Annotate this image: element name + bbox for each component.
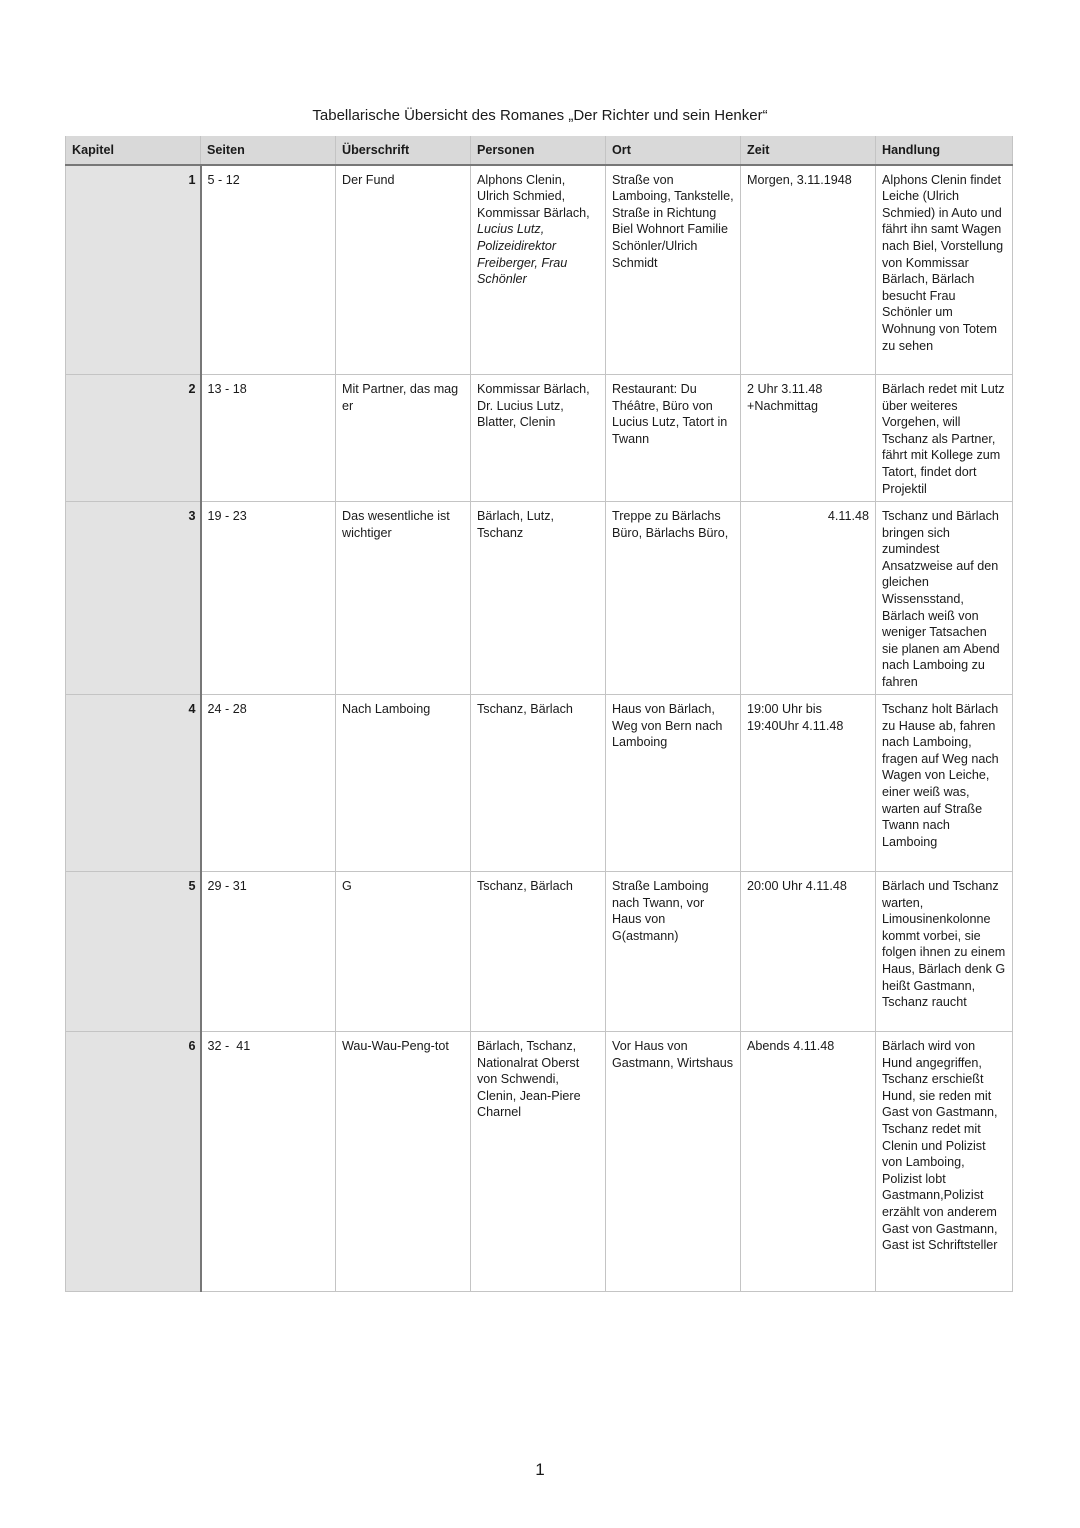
header-ueberschrift: Überschrift bbox=[336, 136, 471, 165]
header-seiten: Seiten bbox=[201, 136, 336, 165]
cell-personen bbox=[471, 165, 606, 375]
personen-italic-text: Lucius Lutz, Polizeidirektor Freiberger, Frau Schönler bbox=[477, 222, 568, 287]
cell-ort: Straße von Lamboing, Tankstelle, Straße in Richtung Biel Wohnort Familie Schönler/Ulrich Schmidt bbox=[606, 165, 741, 375]
cell-kapitel: 1 bbox=[66, 165, 201, 375]
cell-ueberschrift: Mit Partner, das mag er bbox=[336, 375, 471, 502]
cell-handlung: Bärlach redet mit Lutz über weiteres Vorgehen, will Tschanz als Partner, fährt mit Kollege zum Tatort, findet dort Projektil bbox=[876, 375, 1013, 502]
cell-personen: Tschanz, Bärlach bbox=[471, 872, 606, 1032]
header-ort: Ort bbox=[606, 136, 741, 165]
cell-kapitel: 5 bbox=[66, 872, 201, 1032]
cell-handlung: Tschanz holt Bärlach zu Hause ab, fahren nach Lamboing, fragen auf Weg nach Wagen von Leiche, einer weiß was, warten auf Straße Twann nach Lamboing bbox=[876, 695, 1013, 872]
cell-ueberschrift: Wau-Wau-Peng-tot bbox=[336, 1032, 471, 1292]
cell-zeit: 2 Uhr 3.11.48 +Nachmittag bbox=[741, 375, 876, 502]
cell-seiten: 19 - 23 bbox=[201, 502, 336, 695]
cell-handlung: Bärlach und Tschanz warten, Limousinenkolonne kommt vorbei, sie folgen ihnen zu einem Haus, Bärlach denk G heißt Gastmann, Tschanz raucht bbox=[876, 872, 1013, 1032]
cell-personen: Bärlach, Lutz, Tschanz bbox=[471, 502, 606, 695]
cell-seiten: 24 - 28 bbox=[201, 695, 336, 872]
cell-personen: Tschanz, Bärlach bbox=[471, 695, 606, 872]
table-row bbox=[66, 1032, 1013, 1292]
cell-ort: Haus von Bärlach, Weg von Bern nach Lamboing bbox=[606, 695, 741, 872]
cell-seiten: 32 - 41 bbox=[201, 1032, 336, 1292]
cell-seiten: 13 - 18 bbox=[201, 375, 336, 502]
cell-kapitel: 4 bbox=[66, 695, 201, 872]
header-zeit: Zeit bbox=[741, 136, 876, 165]
header-row bbox=[66, 136, 1013, 165]
page-number: 1 bbox=[535, 1460, 545, 1479]
table-row bbox=[66, 695, 1013, 872]
cell-ueberschrift: Nach Lamboing bbox=[336, 695, 471, 872]
header-personen: Personen bbox=[471, 136, 606, 165]
cell-handlung: Tschanz und Bärlach bringen sich zumindest Ansatzweise auf den gleichen Wissensstand, Bärlach weiß von weniger Tatsachen sie planen am Abend nach Lamboing zu fahren bbox=[876, 502, 1013, 695]
cell-zeit: 4.11.48 bbox=[741, 502, 876, 695]
document-title: Tabellarische Übersicht des Romanes „Der Richter und sein Henker“ bbox=[312, 107, 768, 124]
cell-seiten: 5 - 12 bbox=[201, 165, 336, 375]
table-row bbox=[66, 502, 1013, 695]
cell-handlung: Bärlach wird von Hund angegriffen, Tschanz erschießt Hund, sie reden mit Gast von Gastmann, Tschanz redet mit Clenin und Polizist von Lamboing, Polizist lobt Gastmann,Polizist erzählt von anderem Gast von Gastmann, Gast ist Schriftsteller bbox=[876, 1032, 1013, 1292]
cell-ueberschrift: G bbox=[336, 872, 471, 1032]
cell-zeit: Morgen, 3.11.1948 bbox=[741, 165, 876, 375]
header-handlung: Handlung bbox=[876, 136, 1013, 165]
cell-ort: Vor Haus von Gastmann, Wirtshaus bbox=[606, 1032, 741, 1292]
cell-ort: Straße Lamboing nach Twann, vor Haus von G(astmann) bbox=[606, 872, 741, 1032]
cell-zeit: Abends 4.11.48 bbox=[741, 1032, 876, 1292]
cell-handlung: Alphons Clenin findet Leiche (Ulrich Schmied) in Auto und fährt ihn samt Wagen nach Biel, Vorstellung von Kommissar Bärlach, Bärlach besucht Frau Schönler um Wohnung von Totem zu sehen bbox=[876, 165, 1013, 375]
overview-table bbox=[65, 136, 1013, 1292]
cell-kapitel: 2 bbox=[66, 375, 201, 502]
cell-ort: Restaurant: Du Théâtre, Büro von Lucius Lutz, Tatort in Twann bbox=[606, 375, 741, 502]
table-row bbox=[66, 872, 1013, 1032]
table-row bbox=[66, 375, 1013, 502]
cell-seiten: 29 - 31 bbox=[201, 872, 336, 1032]
cell-personen: Kommissar Bärlach, Dr. Lucius Lutz, Blatter, Clenin bbox=[471, 375, 606, 502]
cell-ueberschrift: Das wesentliche ist wichtiger bbox=[336, 502, 471, 695]
cell-zeit: 19:00 Uhr bis 19:40Uhr 4.11.48 bbox=[741, 695, 876, 872]
cell-kapitel: 6 bbox=[66, 1032, 201, 1292]
cell-zeit: 20:00 Uhr 4.11.48 bbox=[741, 872, 876, 1032]
cell-personen: Bärlach, Tschanz, Nationalrat Oberst von Schwendi, Clenin, Jean-Piere Charnel bbox=[471, 1032, 606, 1292]
table-row bbox=[66, 165, 1013, 375]
cell-ueberschrift: Der Fund bbox=[336, 165, 471, 375]
cell-kapitel: 3 bbox=[66, 502, 201, 695]
header-kapitel: Kapitel bbox=[66, 136, 201, 165]
cell-ort: Treppe zu Bärlachs Büro, Bärlachs Büro, bbox=[606, 502, 741, 695]
personen-text: Alphons Clenin, Ulrich Schmied, Kommissar Bärlach, bbox=[477, 172, 590, 220]
